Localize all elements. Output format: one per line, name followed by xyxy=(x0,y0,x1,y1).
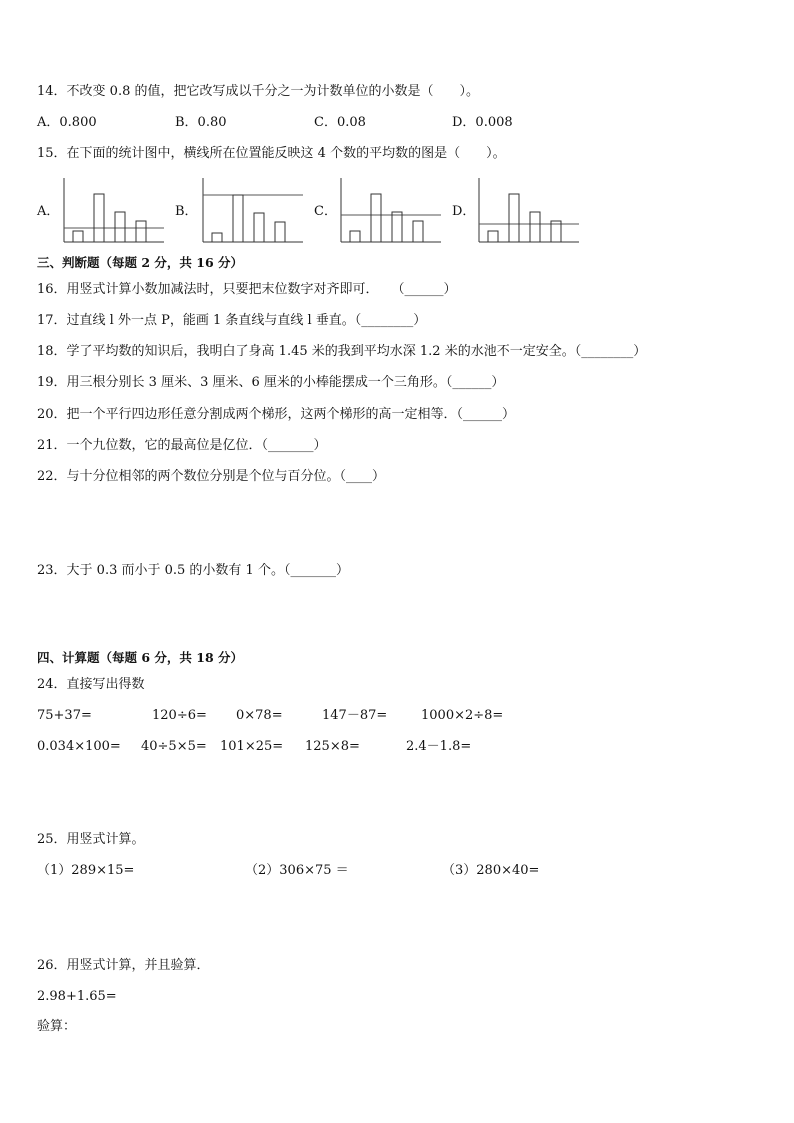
q15-chart-c xyxy=(339,178,443,244)
q15-label-b: B． xyxy=(175,204,198,219)
q14-text: 14．不改变 0.8 的值，把它改写成以千分之一为计数单位的小数是（ ）。 xyxy=(37,84,479,99)
q25-text: 25．用竖式计算。 xyxy=(37,832,145,847)
q26-expression: 2.98+1.65= xyxy=(37,989,117,1004)
q24-r1-c5: 1000×2÷8= xyxy=(421,708,504,723)
q24-r2-c4: 125×8= xyxy=(305,739,360,754)
q22-text: 22．与十分位相邻的两个数位分别是个位与百分位。（____） xyxy=(37,469,386,484)
q15-label-d: D． xyxy=(452,204,476,219)
q21-text: 21．一个九位数，它的最高位是亿位．（_______） xyxy=(37,438,327,453)
q15-label-a: A． xyxy=(37,204,60,219)
q15-text: 15．在下面的统计图中，横线所在位置能反映这 4 个数的平均数的图是（ ）。 xyxy=(37,146,506,161)
q15-chart-d xyxy=(477,178,581,244)
q14-option-d: D．0.008 xyxy=(452,115,513,130)
q14-option-c: C．0.08 xyxy=(314,115,366,130)
q18-text: 18．学了平均数的知识后，我明白了身高 1.45 米的我到平均水深 1.2 米的水池不一定安全。（________） xyxy=(37,344,647,359)
q24-text: 24．直接写出得数 xyxy=(37,677,145,692)
q15-chart-b xyxy=(201,178,305,244)
q23-text: 23．大于 0.3 而小于 0.5 的小数有 1 个。（_______） xyxy=(37,563,349,578)
q24-r1-c2: 120÷6= xyxy=(152,708,207,723)
q25-item-1: （1）289×15= xyxy=(37,863,135,878)
q24-r2-c2: 40÷5×5= xyxy=(141,739,207,754)
q24-r2-c1: 0.034×100= xyxy=(37,739,121,754)
q17-text: 17．过直线 l 外一点 P，能画 1 条直线与直线 l 垂直。（________） xyxy=(37,313,427,328)
q24-r1-c1: 75+37= xyxy=(37,708,92,723)
q24-r1-c3: 0×78= xyxy=(236,708,283,723)
q24-r2-c5: 2.4－1.8= xyxy=(406,739,472,754)
q25-item-3: （3）280×40= xyxy=(442,863,540,878)
q26-check-label: 验算： xyxy=(37,1019,77,1034)
q25-item-2: （2）306×75 ＝ xyxy=(245,863,349,878)
q14-option-a: A．0.800 xyxy=(37,115,97,130)
q16-text: 16．用竖式计算小数加减法时，只要把末位数字对齐即可． （______） xyxy=(37,282,457,297)
q24-r2-c3: 101×25= xyxy=(220,739,284,754)
q14-option-b: B．0.80 xyxy=(175,115,227,130)
section-3-heading: 三、判断题（每题 2 分，共 16 分） xyxy=(37,255,244,270)
section-4-heading: 四、计算题（每题 6 分，共 18 分） xyxy=(37,650,244,665)
q26-text: 26．用竖式计算，并且验算． xyxy=(37,958,210,973)
q15-chart-a xyxy=(62,178,166,244)
q15-label-c: C． xyxy=(314,204,337,219)
q19-text: 19．用三根分别长 3 厘米、3 厘米、6 厘米的小棒能摆成一个三角形。（______） xyxy=(37,375,505,390)
q20-text: 20．把一个平行四边形任意分割成两个梯形，这两个梯形的高一定相等．（______） xyxy=(37,407,516,422)
q24-r1-c4: 147－87= xyxy=(322,708,388,723)
